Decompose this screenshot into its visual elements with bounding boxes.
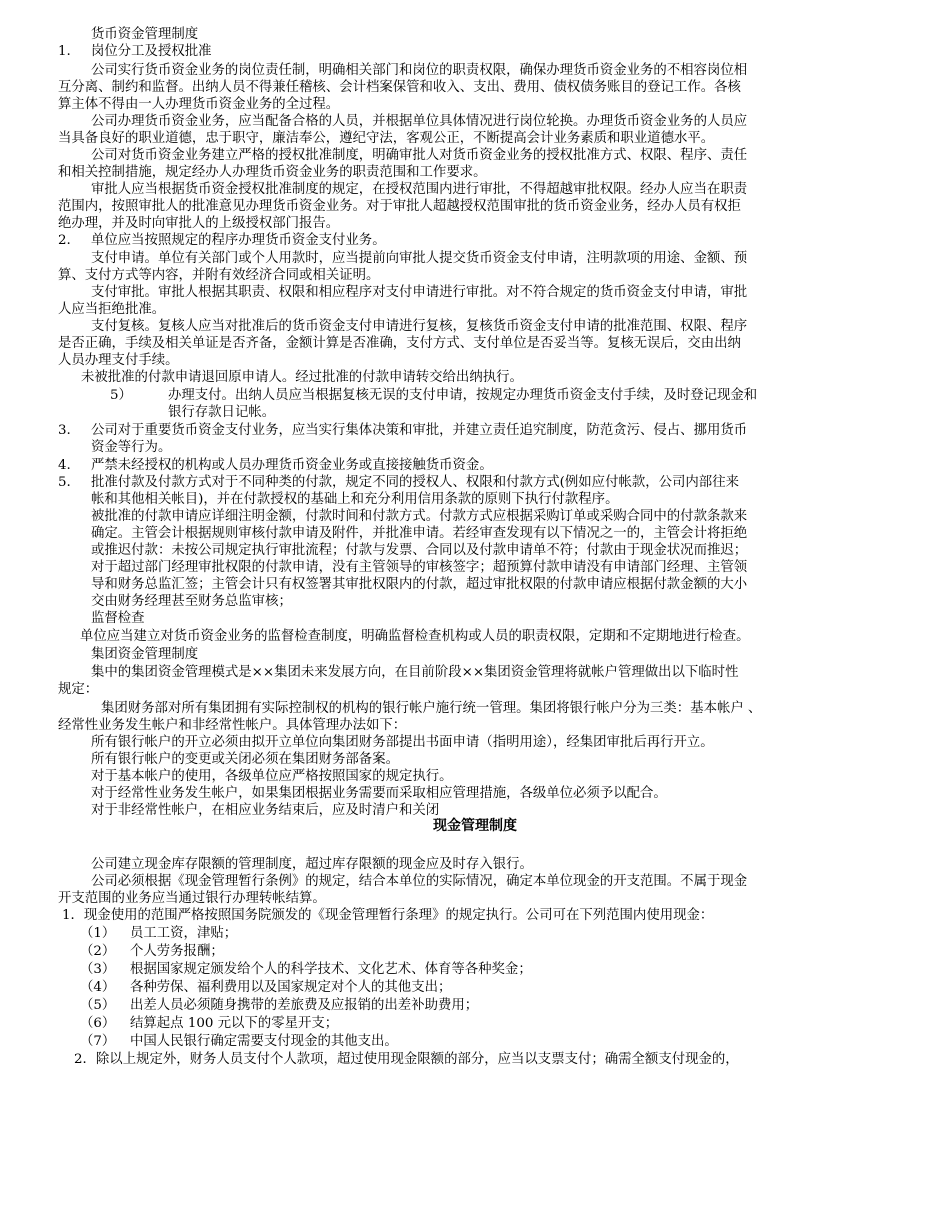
s2-p2-line: 人应当拒绝批准。 xyxy=(58,302,166,317)
s2-p4: 未被批准的付款申请退回原申请人。经过批准的付款申请转交给出纳执行。 xyxy=(81,370,523,385)
s1-p1-line: 算主体不得由一人办理货币资金业务的全过程。 xyxy=(58,97,340,112)
section-3-number: 3. xyxy=(58,423,71,438)
cash-p2-line: 公司必须根据《现金管理暂行条例》的规定，结合本单位的实际情况，确定本单位现金的开支范围。不属于现金 xyxy=(91,874,748,889)
group-p1-line: 规定： xyxy=(58,682,99,697)
cash-list-number: （3） xyxy=(80,962,116,977)
s5-p2-line: 导和财务总监汇签；主管会计只有权签署其审批权限内的付款，超过审批权限的付款申请应根据付款金额的大小 xyxy=(91,577,748,592)
s3-line: 资金等行为。 xyxy=(91,440,172,455)
s2-p1-line: 支付申请。单位有关部门或个人用款时，应当提前向审批人提交货币资金支付申请，注明款项的用途、金额、预 xyxy=(91,251,748,266)
account-rule: 对于基本帐户的使用，各级单位应严格按照国家的规定执行。 xyxy=(91,769,453,784)
section-1-number: 1. xyxy=(58,44,71,59)
cash-list-text: 出差人员必须随身携带的差旅费及应报销的出差补助费用； xyxy=(130,998,479,1013)
s4-line: 严禁未经授权的机构或人员办理货币资金业务或直接接触货币资金。 xyxy=(91,458,493,473)
s5-p2-line: 对于超过部门经理审批权限的付款申请，没有主管领导的审核签字；超预算付款申请没有申请部门经理、主管领 xyxy=(91,560,748,575)
s2-p3-line: 支付复核。复核人应当对批准后的货币资金支付申请进行复核，复核货币资金支付申请的批准范围、权限、程序 xyxy=(91,319,748,334)
s1-p2-line: 公司办理货币资金业务，应当配备合格的人员，并根据单位具体情况进行岗位轮换。办理货币资金业务的人员应 xyxy=(91,114,748,129)
account-rule: 对于非经常性帐户，在相应业务结束后，应及时清户和关闭 xyxy=(91,803,440,818)
section-4-number: 4. xyxy=(58,458,71,473)
cash-list-number: （7） xyxy=(80,1034,116,1049)
s1-p1-line: 互分离、制约和监督。出纳人员不得兼任稽核、会计档案保管和收入、支出、费用、债权债务账目的登记工作。各核 xyxy=(58,80,741,95)
cash-list-number: （4） xyxy=(80,980,116,995)
supervise-text: 单位应当建立对货币资金业务的监督检查制度，明确监督检查机构或人员的职责权限，定期和不定期地进行检查。 xyxy=(80,629,750,644)
cash-list-number: （5） xyxy=(80,998,116,1013)
s2-p1-line: 算、支付方式等内容，并附有效经济合同或相关证明。 xyxy=(58,268,380,283)
s1-p3-line: 和相关控制措施，规定经办人办理货币资金业务的职责范围和工作要求。 xyxy=(58,165,487,180)
s1-p4-line: 范围内，按照审批人的批准意见办理货币资金业务。对于审批人超越授权范围审批的货币资金业务，经办人员有权拒 xyxy=(58,199,741,214)
cash-list-number: （1） xyxy=(80,926,116,941)
section-2-number: 2. xyxy=(58,233,71,248)
s5-p2-line: 或推迟付款：未按公司规定执行审批流程；付款与发票、合同以及付款申请单不符；付款由于现金状况而推迟； xyxy=(91,543,748,558)
supervise-title: 监督检查 xyxy=(91,611,145,626)
account-rule: 对于经常性业务发生帐户，如果集团根据业务需要而采取相应管理措施，各级单位必须予以配合。 xyxy=(91,786,667,801)
group-p2-line: 经常性业务发生帐户和非经常性帐户。具体管理办法如下： xyxy=(58,718,407,733)
group-p1-line: 集中的集团资金管理模式是××集团未来发展方向，在目前阶段××集团资金管理将就帐户管理做出以下临时性 xyxy=(91,665,739,680)
s2-p3-line: 是否正确，手续及相关单证是否齐备，金额计算是否准确，支付方式、支付单位是否妥当等。复核无误后，交由出纳 xyxy=(58,336,741,351)
s2-item5-number: 5） xyxy=(110,388,132,403)
cash-item-1: 1．现金使用的范围严格按照国务院颁发的《现金管理暂行条理》的规定执行。公司可在下列范围内使用现金： xyxy=(62,908,714,923)
s5-p2-line: 被批准的付款申请应详细注明金额，付款时间和付款方式。付款方式应根据采购订单或采购合同中的付款条款来 xyxy=(91,509,748,524)
s2-item5-line: 银行存款日记帐。 xyxy=(168,405,276,420)
s2-item5-line: 办理支付。出纳人员应当根据复核无误的支付申请，按规定办理货币资金支付手续，及时登记现金和 xyxy=(168,388,758,403)
account-rule: 所有银行帐户的开立必须由拟开立单位向集团财务部提出书面申请（指明用途），经集团审批后再行开立。 xyxy=(91,735,714,750)
cash-item-2: 2．除以上规定外，财务人员支付个人款项，超过使用现金限额的部分，应当以支票支付；确需全额支付现金的， xyxy=(74,1052,739,1067)
s5-p2-line: 确定。主管会计根据规则审核付款申请及附件，并批准申请。若经审查发现有以下情况之一的，主管会计将拒绝 xyxy=(91,526,748,541)
section-1-title: 岗位分工及授权批准 xyxy=(91,44,212,59)
cash-p2-line: 开支范围的业务应当通过银行办理转帐结算。 xyxy=(58,891,326,906)
doc-title: 货币资金管理制度 xyxy=(91,27,199,42)
cash-list-text: 各种劳保、福利费用以及国家规定对个人的其他支出； xyxy=(130,980,452,995)
s3-line: 公司对于重要货币资金支付业务，应当实行集体决策和审批，并建立责任追究制度，防范贪污、侵占、挪用货币 xyxy=(91,423,748,438)
group-p2-line: 集团财务部对所有集团拥有实际控制权的机构的银行帐户施行统一管理。集团将银行帐户分为三类：基本帐户 、 xyxy=(101,701,762,716)
cash-list-text: 中国人民银行确定需要支付现金的其他支出。 xyxy=(130,1034,398,1049)
section-2-title: 单位应当按照规定的程序办理货币资金支付业务。 xyxy=(91,233,386,248)
section-5-number: 5. xyxy=(58,475,71,490)
s1-p1-line: 公司实行货币资金业务的岗位责任制，明确相关部门和岗位的职责权限，确保办理货币资金业务的不相容岗位相 xyxy=(91,63,748,78)
s2-p2-line: 支付审批。审批人根据其职责、权限和相应程序对支付申请进行审批。对不符合规定的货币资金支付申请，审批 xyxy=(91,285,748,300)
cash-list-text: 结算起点 100 元以下的零星开支； xyxy=(130,1016,339,1031)
s2-p3-line: 人员办理支付手续。 xyxy=(58,353,179,368)
cash-p1: 公司建立现金库存限额的管理制度，超过库存限额的现金应及时存入银行。 xyxy=(91,857,533,872)
cash-list-text: 个人劳务报酬； xyxy=(130,944,224,959)
cash-list-number: （2） xyxy=(80,944,116,959)
group-title: 集团资金管理制度 xyxy=(91,647,199,662)
s1-p3-line: 公司对货币资金业务建立严格的授权批准制度，明确审批人对货币资金业务的授权批准方式、权限、程序、责任 xyxy=(91,148,748,163)
cash-list-text: 员工工资，津贴； xyxy=(130,926,238,941)
cash-list-text: 根据国家规定颁发给个人的科学技术、文化艺术、体育等各种奖金； xyxy=(130,962,532,977)
s5-p2-line: 交由财务经理甚至财务总监审核； xyxy=(91,594,292,609)
s1-p4-line: 绝办理，并及时向审批人的上级授权部门报告。 xyxy=(58,216,340,231)
s5-line: 批准付款及付款方式对于不同种类的付款，规定不同的授权人、权限和付款方式(例如应付帐款，公司内部往来 xyxy=(91,475,739,490)
cash-heading: 现金管理制度 xyxy=(433,818,517,834)
cash-list-number: （6） xyxy=(80,1016,116,1031)
s1-p2-line: 当具备良好的职业道德，忠于职守，廉洁奉公，遵纪守法，客观公正，不断提高会计业务素质和职业道德水平。 xyxy=(58,131,715,146)
s5-line: 帐和其他相关帐目)，并在付款授权的基础上和充分利用信用条款的原则下执行付款程序。 xyxy=(91,492,619,507)
s1-p4-line: 审批人应当根据货币资金授权批准制度的规定，在授权范围内进行审批，不得超越审批权限。经办人应当在职责 xyxy=(91,182,748,197)
account-rule: 所有银行帐户的变更或关闭必须在集团财务部备案。 xyxy=(91,752,399,767)
